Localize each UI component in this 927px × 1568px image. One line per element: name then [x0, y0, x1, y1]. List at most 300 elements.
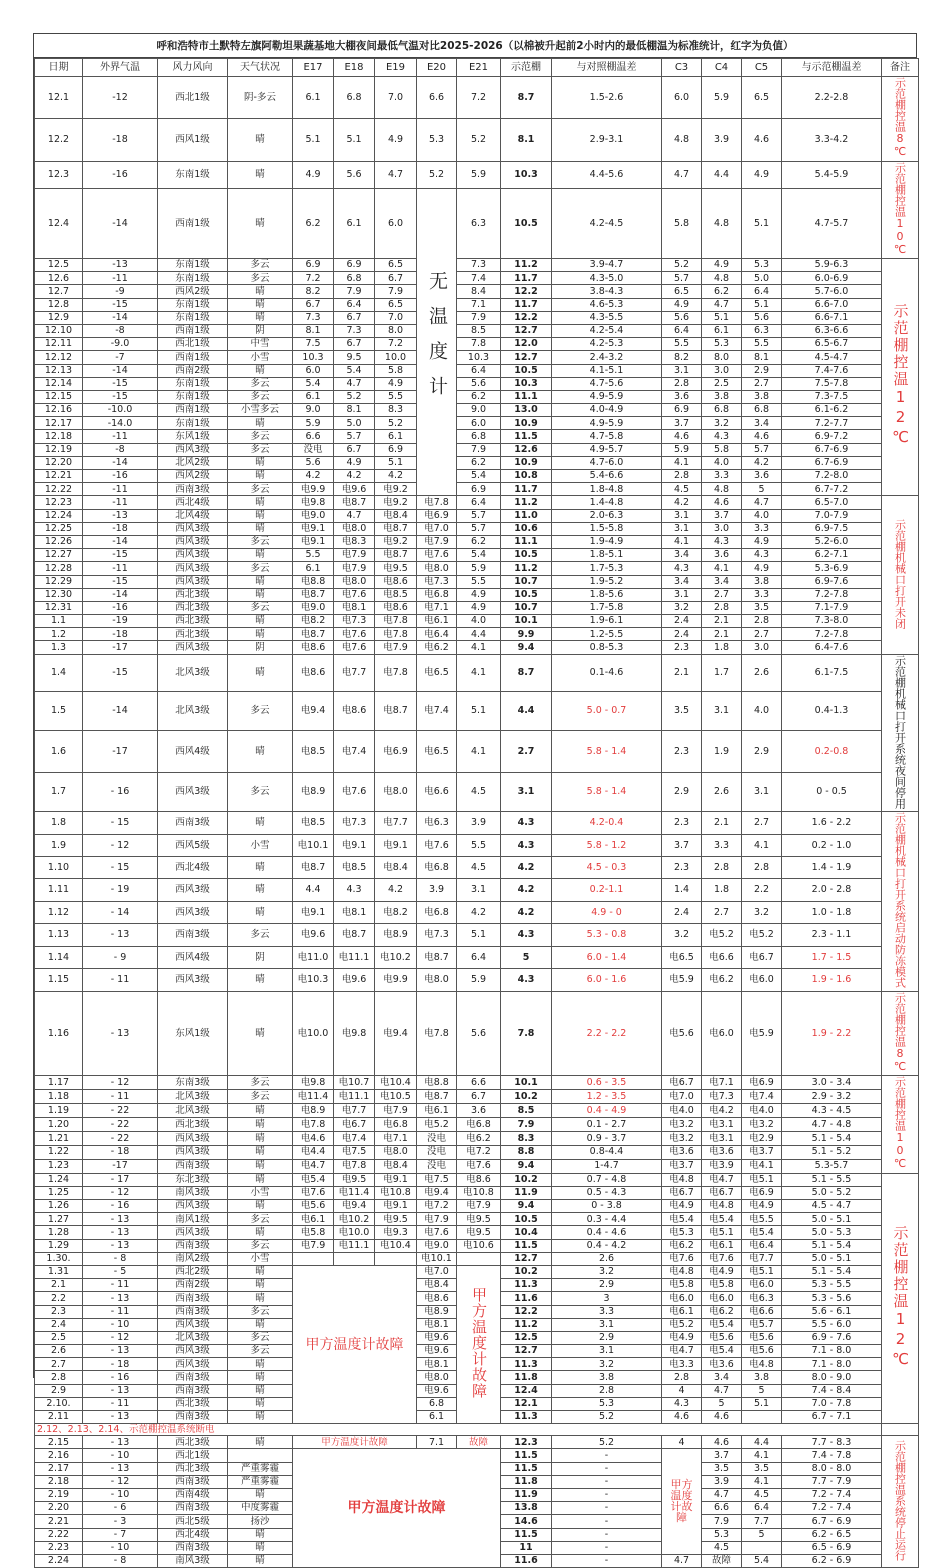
cell: 12.4: [501, 1384, 552, 1397]
cell: 11.5: [501, 1528, 552, 1541]
cell: 7.1 - 8.0: [782, 1345, 882, 1358]
cell: 3.7: [662, 834, 702, 856]
cell: 1.7: [35, 773, 83, 812]
cell: 3.1: [662, 364, 702, 377]
cell: -: [552, 1462, 662, 1475]
cell: 4.2-5.3: [552, 338, 662, 351]
cell: 2.9: [552, 1331, 662, 1344]
cell: 电4.0: [662, 1103, 702, 1117]
table-row: [35, 773, 919, 812]
cell: 晴: [228, 1541, 293, 1554]
remark-cell: [882, 161, 919, 259]
cell: 5.1: [293, 119, 334, 161]
cell: 2.8: [35, 1371, 83, 1384]
remark-cell: [882, 1076, 919, 1174]
cell: 2.2: [35, 1292, 83, 1305]
cell: 东南1级: [158, 272, 228, 285]
cell: -8: [83, 443, 158, 456]
cell: 1.8: [35, 812, 83, 834]
cell: 电5.6: [742, 1345, 782, 1358]
cell: 电9.6: [417, 1345, 457, 1358]
cell: 电6.7: [702, 1186, 742, 1199]
cell: 3.8: [742, 390, 782, 403]
cell: 4.2: [375, 879, 417, 901]
cell: 0.1-4.6: [552, 654, 662, 691]
cell: 4: [662, 1384, 702, 1397]
cell: 电8.4: [375, 857, 417, 879]
cell: - 13: [83, 1213, 158, 1226]
cell: 4.7: [662, 1554, 702, 1567]
cell: 11.7: [501, 272, 552, 285]
cell: 6.4: [457, 364, 501, 377]
cell: 4.4-5.6: [552, 161, 662, 188]
cell: 4.6: [662, 1411, 702, 1424]
cell: 晴: [228, 522, 293, 535]
cell: - 12: [83, 1076, 158, 1090]
cell: 4.9: [375, 119, 417, 161]
cell: 4.1: [457, 730, 501, 772]
cell: 3.8: [552, 1371, 662, 1384]
cell: 5.5 - 6.0: [782, 1318, 882, 1331]
cell: 晴: [228, 364, 293, 377]
cell: 北风3级: [158, 654, 228, 691]
cell: 0 - 0.5: [782, 773, 882, 812]
cell: 5.8: [375, 364, 417, 377]
cell: 东风1级: [158, 430, 228, 443]
cell: - 11: [83, 1397, 158, 1410]
cell: 电10.1: [293, 834, 334, 856]
fault-block-late: [293, 1449, 501, 1568]
cell: 西南3级: [158, 812, 228, 834]
cell: 电8.5: [334, 857, 375, 879]
cell: 3.3: [742, 588, 782, 601]
remark-cell: [882, 77, 919, 162]
cell: 东南1级: [158, 311, 228, 324]
cell: 4.2-4.5: [552, 188, 662, 259]
cell: 10.4: [501, 1226, 552, 1239]
cell: 电6.5: [417, 654, 457, 691]
column-header: C5: [742, 59, 782, 77]
cell: 电4.0: [742, 1103, 782, 1117]
table-row: [35, 119, 919, 161]
cell: 电3.2: [662, 1131, 702, 1145]
cell: 严重雾霾: [228, 1462, 293, 1475]
cell: 电8.0: [375, 773, 417, 812]
cell: 电11.4: [334, 1186, 375, 1199]
table-row: [35, 338, 919, 351]
cell: 1.9-5.2: [552, 575, 662, 588]
cell: 西北4级: [158, 857, 228, 879]
cell: - 16: [83, 1371, 158, 1384]
cell: 电8.1: [334, 901, 375, 923]
cell: 电7.8: [375, 615, 417, 628]
cell: 6.4: [457, 496, 501, 509]
remark-text: 示范棚控温12℃: [891, 1224, 910, 1370]
cell: 电8.7: [293, 588, 334, 601]
cell: 12.18: [35, 430, 83, 443]
cell: 1.9: [35, 834, 83, 856]
cell: 6.6-7.0: [782, 298, 882, 311]
cell: 晴: [228, 1200, 293, 1213]
cell: -14.0: [83, 417, 158, 430]
cell: 电9.5: [457, 1226, 501, 1239]
cell: 电4.9: [702, 1265, 742, 1278]
cell: 晴: [228, 1103, 293, 1117]
cell: 2.8: [702, 857, 742, 879]
cell: 电5.4: [702, 1345, 742, 1358]
cell: 2.5: [702, 377, 742, 390]
cell: 4.1: [742, 834, 782, 856]
cell: 电6.1: [417, 1103, 457, 1117]
cell: 没电: [293, 443, 334, 456]
cell: 3.5: [702, 1462, 742, 1475]
cell: 5.8 - 1.4: [552, 730, 662, 772]
cell: 7.2-8.0: [782, 470, 882, 483]
cell: 5: [501, 946, 552, 968]
remark-cell: [882, 1436, 919, 1568]
cell: 10.3: [293, 351, 334, 364]
cell: 电8.7: [334, 924, 375, 946]
cell: 电4.8: [742, 1358, 782, 1371]
cell: 多云: [228, 924, 293, 946]
cell: 东南1级: [158, 417, 228, 430]
cell: 4.0-4.9: [552, 404, 662, 417]
cell: 12.6: [501, 443, 552, 456]
cell: -14: [83, 311, 158, 324]
cell: 0.9 - 3.7: [552, 1131, 662, 1145]
cell: 1.7-5.8: [552, 601, 662, 614]
cell: 西北4级: [158, 1528, 228, 1541]
cell: 电6.1: [417, 615, 457, 628]
table-row: [35, 1186, 919, 1199]
cell: - 13: [83, 1239, 158, 1252]
cell: 电7.6: [662, 1252, 702, 1265]
cell: 12.20: [35, 456, 83, 469]
cell: 3.4: [742, 417, 782, 430]
cell: -18: [83, 119, 158, 161]
cell: 多云: [228, 377, 293, 390]
cell: 5.3: [742, 259, 782, 272]
cell: 4.7: [702, 1384, 742, 1397]
cell: 7.2 - 7.4: [782, 1502, 882, 1515]
cell: 12.10: [35, 324, 83, 337]
cell: 3.7: [702, 1449, 742, 1462]
cell: 电9.1: [334, 834, 375, 856]
cell: 6.1: [417, 1411, 457, 1424]
cell: 5.6: [334, 161, 375, 188]
cell: 电6.8: [375, 1117, 417, 1131]
cell: 1.6: [35, 730, 83, 772]
cell: 5: [742, 1384, 782, 1397]
cell: 5.7: [662, 272, 702, 285]
cell: - 13: [83, 924, 158, 946]
cell: 5.8: [702, 443, 742, 456]
cell: 5.7: [742, 443, 782, 456]
cell: 11.7: [501, 483, 552, 496]
cell: 2.3: [662, 730, 702, 772]
cell: 2.7: [742, 812, 782, 834]
column-header: E19: [375, 59, 417, 77]
cell: 2.7: [742, 628, 782, 641]
cell: 4.8: [702, 188, 742, 259]
cell: 西南1级: [158, 324, 228, 337]
power-outage-row: [35, 1424, 919, 1436]
cell: 6.9: [375, 443, 417, 456]
cell: 4.3: [501, 969, 552, 991]
cell: -17: [83, 641, 158, 654]
cell: 5.8 - 1.2: [552, 834, 662, 856]
cell: 4.6-5.3: [552, 298, 662, 311]
cell: [228, 1449, 293, 1462]
cell: - 13: [83, 991, 158, 1076]
cell: 电5.6: [662, 991, 702, 1076]
cell: 电8.2: [293, 615, 334, 628]
cell: 7.4-7.6: [782, 364, 882, 377]
cell: 电8.0: [334, 522, 375, 535]
cell: 6.2: [702, 285, 742, 298]
cell: 电8.0: [334, 575, 375, 588]
cell: 4.7: [662, 161, 702, 188]
cell: 6.8: [457, 430, 501, 443]
cell: -13: [83, 509, 158, 522]
cell: 10.2: [501, 1090, 552, 1104]
cell: [293, 1252, 334, 1265]
cell: 1.1: [35, 615, 83, 628]
cell: 8.1: [501, 119, 552, 161]
cell: 电8.9: [293, 1103, 334, 1117]
cell: - 12: [83, 1475, 158, 1488]
cell: 电6.3: [417, 812, 457, 834]
cell: 电5.2: [742, 924, 782, 946]
cell: 多云: [228, 1076, 293, 1090]
table-row: [35, 1239, 919, 1252]
cell: 7.1: [457, 298, 501, 311]
cell: 电8.4: [375, 509, 417, 522]
cell: 5.3 - 5.6: [782, 1292, 882, 1305]
table-row: [35, 1103, 919, 1117]
cell: 11.1: [501, 535, 552, 548]
cell: 12.0: [501, 338, 552, 351]
cell: 西风3级: [158, 773, 228, 812]
cell: 西风3级: [158, 641, 228, 654]
cell: 电3.2: [662, 1117, 702, 1131]
cell: 电7.2: [417, 1200, 457, 1213]
cell: 9.0: [457, 404, 501, 417]
cell: 电9.1: [375, 834, 417, 856]
cell: 5.2: [417, 161, 457, 188]
cell: -: [552, 1502, 662, 1515]
cell: 南风3级: [158, 1554, 228, 1567]
cell: 电3.3: [662, 1358, 702, 1371]
cell: 4.5: [457, 773, 501, 812]
cell: 1.21: [35, 1131, 83, 1145]
cell: 电9.1: [293, 535, 334, 548]
cell: 12.5: [35, 259, 83, 272]
cell: 电5.4: [293, 1173, 334, 1186]
cell: 3.1: [662, 522, 702, 535]
cell: 2.3: [662, 857, 702, 879]
cell: 晴: [228, 1265, 293, 1278]
cell: 电4.6: [293, 1131, 334, 1145]
cell: 3.8-4.3: [552, 285, 662, 298]
cell: 电6.2: [662, 1239, 702, 1252]
table-row: [35, 588, 919, 601]
remark-cell: [882, 812, 919, 992]
column-header: 外界气温: [83, 59, 158, 77]
cell: 电9.6: [417, 1331, 457, 1344]
column-header: 日期: [35, 59, 83, 77]
table-row: [35, 901, 919, 923]
cell: 电8.5: [293, 812, 334, 834]
cell: 3.3-4.2: [782, 119, 882, 161]
cell: 电7.4: [742, 1090, 782, 1104]
table-row: [35, 628, 919, 641]
cell: 7.3-8.0: [782, 615, 882, 628]
cell: 3.9: [702, 119, 742, 161]
cell: 电11.1: [334, 1239, 375, 1252]
cell: 电6.0: [742, 969, 782, 991]
cell: 8.3: [375, 404, 417, 417]
table-row: [35, 857, 919, 879]
cell: 电6.2: [457, 1131, 501, 1145]
cell: 11.9: [501, 1186, 552, 1199]
cell: 没电: [417, 1145, 457, 1159]
cell: 5.2: [457, 119, 501, 161]
cell: 4.9-5.9: [552, 417, 662, 430]
cell: 电10.0: [293, 991, 334, 1076]
cell: 1.8-4.8: [552, 483, 662, 496]
cell: 电9.9: [293, 483, 334, 496]
cell: 9.5: [334, 351, 375, 364]
remark-text: 示范棚控温8℃: [893, 991, 907, 1073]
cell: 6.9 - 7.6: [782, 1331, 882, 1344]
cell: 10.2: [501, 1265, 552, 1278]
cell: 电6.6: [702, 946, 742, 968]
cell: 西北3级: [158, 1117, 228, 1131]
cell: 4.0: [457, 615, 501, 628]
cell: 电9.1: [375, 1200, 417, 1213]
cell: 1.0 - 1.8: [782, 901, 882, 923]
cell: 6.5 - 6.9: [782, 1541, 882, 1554]
cell: 东南1级: [158, 390, 228, 403]
cell: -15: [83, 549, 158, 562]
cell: 电7.9: [417, 535, 457, 548]
cell: 1.16: [35, 991, 83, 1076]
cell: 电7.4: [334, 1131, 375, 1145]
cell: 8.0: [375, 324, 417, 337]
cell: 12.12: [35, 351, 83, 364]
cell: 1.5: [35, 691, 83, 730]
cell: 4.4: [742, 1436, 782, 1449]
cell: 电9.5: [457, 1213, 501, 1226]
cell: 3.2: [552, 1358, 662, 1371]
cell: 5.6 - 6.1: [782, 1305, 882, 1318]
table-row: [35, 1076, 919, 1090]
cell: 10.8: [501, 470, 552, 483]
cell: 北风3级: [158, 1331, 228, 1344]
cell: 0.2-0.8: [782, 730, 882, 772]
cell: 1.3: [35, 641, 83, 654]
cell: 10.2: [501, 1173, 552, 1186]
cell: 电7.9: [334, 562, 375, 575]
cell: 4.9: [742, 562, 782, 575]
cell: 电4.2: [702, 1103, 742, 1117]
table-row: [35, 324, 919, 337]
cell: 1.5-5.8: [552, 522, 662, 535]
cell: 多云: [228, 601, 293, 614]
cell: 7.2: [375, 338, 417, 351]
cell: 电7.5: [334, 1145, 375, 1159]
cell: 5.5: [662, 338, 702, 351]
remark-text: 示范棚控温8℃: [893, 77, 907, 158]
cell: 5.1 - 5.4: [782, 1239, 882, 1252]
cell: 电9.8: [334, 991, 375, 1076]
cell: 5.9-6.3: [782, 259, 882, 272]
cell: 1.12: [35, 901, 83, 923]
cell: 4.3: [334, 879, 375, 901]
cell: - 22: [83, 1103, 158, 1117]
cell: 晴: [228, 456, 293, 469]
cell: 3.1: [552, 1345, 662, 1358]
cell: 电9.6: [334, 969, 375, 991]
cell: 12.9: [35, 311, 83, 324]
cell: 5.8 - 1.4: [552, 773, 662, 812]
cell: 小雪: [228, 1252, 293, 1265]
cell: 西北3级: [158, 1436, 228, 1449]
cell: 电6.1: [702, 1239, 742, 1252]
fault-label: 甲方温度计故障: [470, 1287, 488, 1400]
cell: 2.4-3.2: [552, 351, 662, 364]
cell: 西南1级: [158, 351, 228, 364]
cell: 2.9: [742, 364, 782, 377]
cell: 11.2: [501, 562, 552, 575]
cell: 电8.6: [293, 654, 334, 691]
cell: 6.9: [662, 404, 702, 417]
cell: 电9.2: [375, 535, 417, 548]
remark-text: 示范棚机械口打开系统启动防冻模式: [893, 812, 907, 989]
cell: 电10.8: [375, 1186, 417, 1199]
cell: -15: [83, 298, 158, 311]
cell: 2.23: [35, 1541, 83, 1554]
cell: 电8.7: [417, 1090, 457, 1104]
cell: 电7.8: [334, 1159, 375, 1173]
cell: 5.1: [742, 1397, 782, 1410]
cell: 12.1: [35, 77, 83, 119]
cell: 晴: [228, 588, 293, 601]
cell: 7.4: [457, 272, 501, 285]
cell: 4.2: [293, 470, 334, 483]
cell: 电4.9: [662, 1200, 702, 1213]
cell: 电6.0: [702, 991, 742, 1076]
cell: 电9.4: [417, 1186, 457, 1199]
table-row: [35, 390, 919, 403]
cell: 6.0: [662, 77, 702, 119]
cell: 电10.2: [375, 946, 417, 968]
cell: 6.1: [702, 324, 742, 337]
cell: 12.26: [35, 535, 83, 548]
cell: 小雪: [228, 351, 293, 364]
cell: 电10.4: [375, 1076, 417, 1090]
cell: 晴: [228, 654, 293, 691]
cell: 电8.3: [334, 535, 375, 548]
cell: 12.3: [35, 161, 83, 188]
cell: 5.9: [457, 969, 501, 991]
cell: 电5.4: [702, 1318, 742, 1331]
cell: - 13: [83, 1411, 158, 1424]
cell: 中度雾霾: [228, 1502, 293, 1515]
cell: 7.0 - 7.8: [782, 1397, 882, 1410]
cell: 6.4-7.6: [782, 641, 882, 654]
